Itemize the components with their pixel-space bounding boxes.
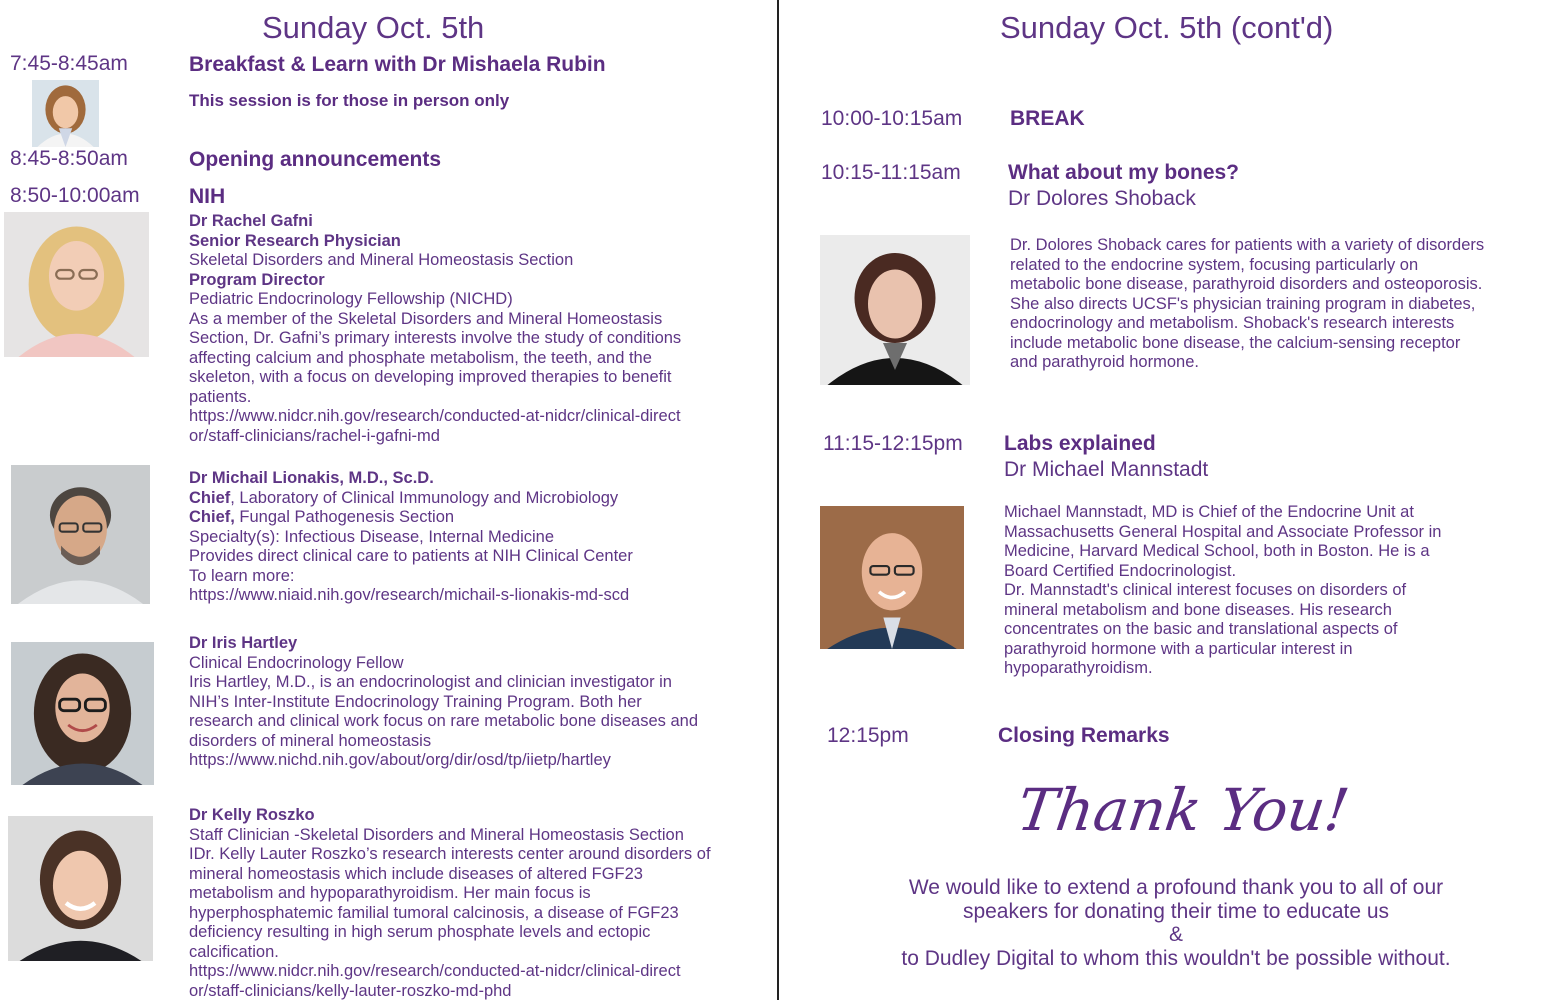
roszko-line: calcification. [189,943,711,963]
closing-time: 12:15pm [827,724,909,748]
gafni-name: Dr Rachel Gafni [189,212,681,232]
hartley-line: Iris Hartley, M.D., is an endocrinologist and clinician investigator in [189,673,698,693]
roszko-line: deficiency resulting in high serum phosphate levels and ectopic [189,923,711,943]
lionakis-bio [189,469,633,606]
lionakis-chief-line-1 [189,489,633,509]
column-divider [777,0,779,1000]
mannstadt-bio-line: mineral metabolism and bone diseases. His research [1004,601,1441,621]
roszko-line: hyperphosphatemic familial tumoral calcinosis, a disease of FGF23 [189,904,711,924]
mannstadt-bio-line: hypoparathyroidism. [1004,659,1441,679]
hartley-line: NIH’s Inter-Institute Endocrinology Training Program. Both her [189,693,698,713]
break-time: 10:00-10:15am [821,107,962,131]
bones-title: What about my bones? [1008,161,1239,185]
shoback-bio-line: include metabolic bone disease, the calcium-sensing receptor [1010,334,1484,354]
opening-title: Opening announcements [189,148,441,172]
roszko-line: IDr. Kelly Lauter Roszko’s research interests center around disorders of [189,845,711,865]
nih-title: NIH [189,185,225,209]
mannstadt-bio [1004,503,1441,679]
right-column-title: Sunday Oct. 5th (cont'd) [1000,10,1333,46]
gafni-photo [4,212,149,357]
closing-message-line: & [840,923,1512,947]
roszko-url[interactable]: https://www.nidcr.nih.gov/research/conducted-at-nidcr/clinical-direct [189,962,711,982]
shoback-bio [1010,236,1484,373]
hartley-name: Dr Iris Hartley [189,634,698,654]
closing-title: Closing Remarks [998,724,1170,748]
gafni-section-1: Skeletal Disorders and Mineral Homeostasis Section [189,251,681,271]
closing-message [840,876,1512,970]
shoback-bio-line: endocrinology and metabolism. Shoback's research interests [1010,314,1484,334]
labs-time: 11:15-12:15pm [823,432,963,456]
hartley-line: Clinical Endocrinology Fellow [189,654,698,674]
bones-time: 10:15-11:15am [821,161,961,185]
mannstadt-bio-line: Michael Mannstadt, MD is Chief of the Endocrine Unit at [1004,503,1441,523]
rubin-photo [32,80,99,147]
chief-label: Chief [189,489,230,507]
breakfast-note: This session is for those in person only [189,91,509,111]
breakfast-time: 7:45-8:45am [10,52,128,76]
gafni-bio-line: skeleton, with a focus on developing improved therapies to benefit [189,368,681,388]
roszko-photo [8,816,153,961]
mannstadt-photo [820,506,964,649]
shoback-bio-line: Dr. Dolores Shoback cares for patients with a variety of disorders [1010,236,1484,256]
mannstadt-bio-line: Massachusetts General Hospital and Associate Professor in [1004,523,1441,543]
roszko-line: metabolism and hypoparathyroidism. Her main focus is [189,884,711,904]
gafni-bio-line: Section, Dr. Gafni’s primary interests involve the study of conditions [189,329,681,349]
shoback-bio-line: and parathyroid hormone. [1010,353,1484,373]
hartley-photo [11,642,154,785]
gafni-url[interactable]: or/staff-clinicians/rachel-i-gafni-md [189,427,681,447]
labs-title: Labs explained [1004,432,1156,456]
roszko-line: Staff Clinician -Skeletal Disorders and Mineral Homeostasis Section [189,826,711,846]
left-column-title: Sunday Oct. 5th [262,10,484,46]
lionakis-url[interactable]: https://www.niaid.nih.gov/research/michail-s-lionakis-md-scd [189,586,633,606]
lionakis-photo [11,465,150,604]
roszko-name: Dr Kelly Roszko [189,806,711,826]
roszko-line: mineral homeostasis which include diseases of altered FGF23 [189,865,711,885]
gafni-url[interactable]: https://www.nidcr.nih.gov/research/conducted-at-nidcr/clinical-direct [189,407,681,427]
gafni-bio-line: affecting calcium and phosphate metabolism, the teeth, and the [189,349,681,369]
gafni-bio-line: patients. [189,388,681,408]
break-title: BREAK [1010,107,1085,131]
mannstadt-bio-line: Dr. Mannstadt's clinical interest focuses on disorders of [1004,581,1441,601]
chief-unit: , Laboratory of Clinical Immunology and Microbiology [230,489,618,507]
breakfast-title: Breakfast & Learn with Dr Mishaela Rubin [189,53,606,77]
lionakis-name: Dr Michail Lionakis, M.D., Sc.D. [189,469,633,489]
mannstadt-bio-line: parathyroid hormone with a particular interest in [1004,640,1441,660]
mannstadt-name: Dr Michael Mannstadt [1004,458,1208,482]
chief-label: Chief, [189,508,235,526]
shoback-bio-line: metabolic bone disease, parathyroid disorders and osteoporosis. [1010,275,1484,295]
shoback-bio-line: She also directs UCSF's physician training program in diabetes, [1010,295,1484,315]
gafni-bio [189,212,681,446]
shoback-bio-line: related to the endocrine system, focusing particularly on [1010,256,1484,276]
nih-time: 8:50-10:00am [10,184,140,208]
mannstadt-bio-line: Medicine, Harvard Medical School, both in Boston. He is a [1004,542,1441,562]
lionakis-chief-line-2 [189,508,633,528]
closing-message-line: We would like to extend a profound thank you to all of our [840,876,1512,900]
lionakis-line: Specialty(s): Infectious Disease, Internal Medicine [189,528,633,548]
hartley-line: disorders of mineral homeostasis [189,732,698,752]
gafni-bio-line: As a member of the Skeletal Disorders and Mineral Homeostasis [189,310,681,330]
hartley-url[interactable]: https://www.nichd.nih.gov/about/org/dir/osd/tp/iietp/hartley [189,751,698,771]
lionakis-line: Provides direct clinical care to patients at NIH Clinical Center [189,547,633,567]
roszko-bio [189,806,711,1001]
thank-you-script: Thank You! [1013,776,1353,844]
chief-unit: Fungal Pathogenesis Section [235,508,454,526]
lionakis-line: To learn more: [189,567,633,587]
closing-message-line: to Dudley Digital to whom this wouldn't be possible without. [840,947,1512,971]
mannstadt-bio-line: Board Certified Endocrinologist. [1004,562,1441,582]
mannstadt-bio-line: concentrates on the basic and translational aspects of [1004,620,1441,640]
closing-message-line: speakers for donating their time to educate us [840,900,1512,924]
opening-time: 8:45-8:50am [10,147,128,171]
shoback-name: Dr Dolores Shoback [1008,187,1196,211]
roszko-url[interactable]: or/staff-clinicians/kelly-lauter-roszko-md-phd [189,982,711,1001]
hartley-line: research and clinical work focus on rare metabolic bone diseases and [189,712,698,732]
gafni-role-2: Program Director [189,271,681,291]
gafni-role-1: Senior Research Physician [189,232,681,252]
hartley-bio [189,634,698,771]
gafni-section-2: Pediatric Endocrinology Fellowship (NICHD) [189,290,681,310]
shoback-photo [820,235,970,385]
